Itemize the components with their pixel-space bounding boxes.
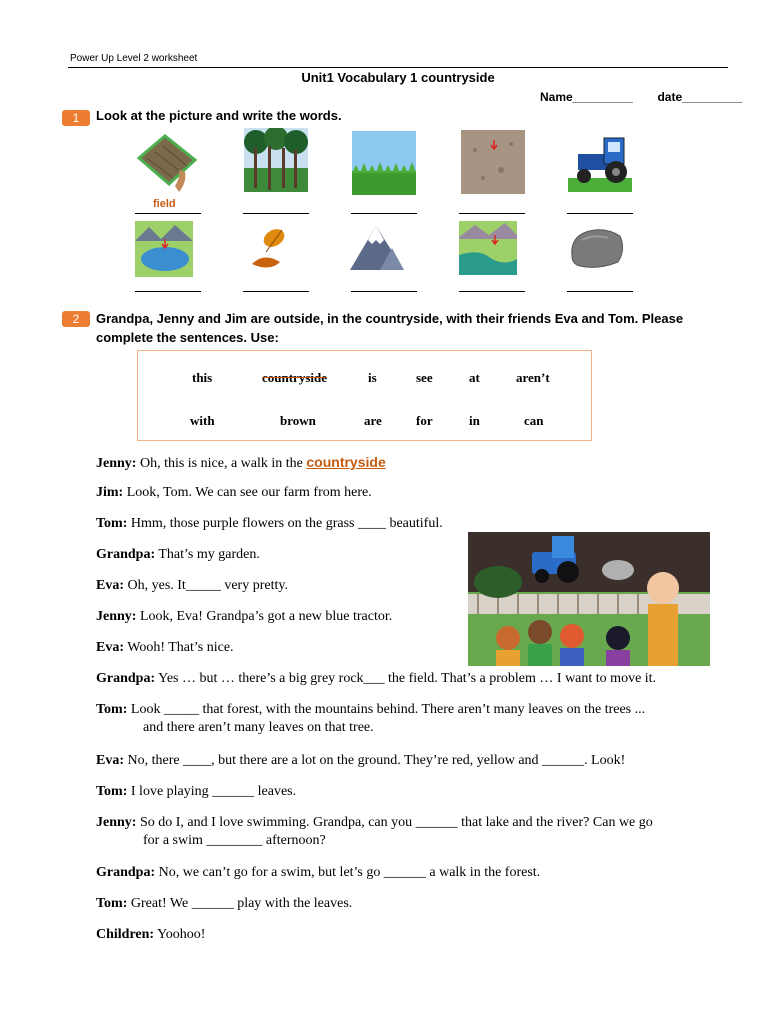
word-bank-word-crossed: countryside — [262, 370, 327, 385]
answer-blank[interactable] — [567, 213, 633, 214]
rock-picture — [568, 226, 626, 270]
answer-blank[interactable] — [243, 291, 309, 292]
exercise-1-instruction: Look at the picture and write the words. — [96, 108, 342, 123]
name-field[interactable]: Name_________ — [540, 90, 633, 104]
farm-scene-illustration — [468, 532, 710, 666]
dialog-text: That’s my garden. — [155, 547, 260, 562]
speaker: Tom: — [96, 896, 128, 911]
answer-blank[interactable] — [351, 213, 417, 214]
answer-blank[interactable] — [351, 291, 417, 292]
word-bank-word: can — [524, 413, 544, 428]
speaker: Tom: — [96, 702, 128, 717]
dialog-line — [96, 453, 386, 473]
word-bank-word: is — [368, 370, 377, 385]
speaker: Tom: — [96, 784, 128, 799]
word-bank-word: with — [190, 413, 215, 428]
example-answer-countryside: countryside — [306, 454, 386, 470]
dialog-text: No, there ____, but there are a lot on the ground. They’re red, yellow and ______. Look! — [124, 753, 626, 768]
exercise-2-instruction — [96, 309, 683, 347]
dialog-line — [96, 608, 392, 626]
dialog-text-continued: and there aren’t many leaves on that tree. — [143, 720, 374, 735]
answer-blank[interactable] — [567, 291, 633, 292]
speaker: Jenny: — [96, 609, 137, 624]
dialog-line — [96, 577, 288, 595]
dialog-text: Look _____ that forest, with the mountains behind. There aren’t many leaves on the trees ... — [127, 702, 646, 717]
dialog-line — [96, 484, 372, 502]
dialog-line — [96, 895, 352, 913]
dialog-text: Look, Tom. We can see our farm from here. — [123, 485, 372, 500]
speaker: Jenny: — [96, 456, 137, 471]
grass-picture — [352, 131, 416, 195]
answer-blank[interactable] — [459, 291, 525, 292]
tractor-picture — [568, 130, 632, 194]
dialog-line — [96, 515, 443, 533]
dialog-line — [96, 752, 625, 770]
speaker: Eva: — [96, 578, 124, 593]
speaker: Grandpa: — [96, 865, 156, 880]
dialog-line — [96, 783, 296, 801]
speaker: Eva: — [96, 640, 124, 655]
answer-blank[interactable] — [135, 213, 201, 214]
dialog-text: Yoohoo! — [154, 927, 206, 942]
instruction-line-2: complete the sentences. Use: — [96, 330, 279, 345]
dialog-text: No, we can’t go for a swim, but let’s go ______ a walk in the forest. — [155, 865, 541, 880]
dialog-text: Look, Eva! Grandpa’s got a new blue tractor. — [136, 609, 393, 624]
speaker: Jenny: — [96, 815, 137, 830]
instruction-line-1: Grandpa, Jenny and Jim are outside, in the countryside, with their friends Eva and Tom. Please — [96, 311, 684, 326]
exercise-1-badge: 1 — [62, 110, 90, 126]
dialog-text: Oh, yes. It_____ very pretty. — [124, 578, 288, 593]
word-bank-word: in — [469, 413, 480, 428]
word-bank-word: aren’t — [516, 370, 550, 385]
dialog-text-continued: for a swim ________ afternoon? — [143, 833, 326, 848]
header-rule — [68, 67, 728, 68]
field-picture — [135, 130, 199, 194]
dialog-text: Wooh! That’s nice. — [124, 640, 234, 655]
mountain-picture — [350, 222, 404, 272]
dialog-text: Oh, this is nice, a walk in the — [136, 456, 307, 471]
speaker: Children: — [96, 927, 155, 942]
answer-blank[interactable] — [243, 213, 309, 214]
dialog-line — [96, 701, 645, 737]
page-title: Unit1 Vocabulary 1 countryside — [301, 70, 495, 85]
dialog-text: Hmm, those purple flowers on the grass ____ beautiful. — [127, 516, 443, 531]
word-bank-word: brown — [280, 413, 316, 428]
dialog-line — [96, 864, 540, 882]
dialog-text: I love playing ______ leaves. — [127, 784, 297, 799]
name-date-line — [540, 90, 742, 104]
speaker: Grandpa: — [96, 671, 156, 686]
speaker: Tom: — [96, 516, 128, 531]
dialog-text: Great! We ______ play with the leaves. — [127, 896, 353, 911]
word-bank-word: this — [192, 370, 213, 385]
word-bank-word: at — [469, 370, 480, 385]
dialog-line — [96, 926, 205, 944]
dialog-line — [96, 670, 656, 688]
dialog-text: Yes … but … there’s a big grey rock___ the field. That’s a problem … I want to move it. — [155, 671, 657, 686]
word-bank-word: for — [416, 413, 433, 428]
speaker: Grandpa: — [96, 547, 156, 562]
answer-blank[interactable] — [459, 213, 525, 214]
dialog-text: So do I, and I love swimming. Grandpa, can you ______ that lake and the river? Can we go — [136, 815, 653, 830]
leaves-picture — [246, 222, 288, 272]
answer-blank[interactable] — [135, 291, 201, 292]
river-picture — [459, 221, 517, 275]
dialog-line — [96, 639, 234, 657]
forest-picture — [244, 128, 308, 192]
lake-picture — [135, 221, 193, 277]
word-bank-word: see — [416, 370, 433, 385]
example-answer-field: field — [153, 198, 176, 210]
dialog-line — [96, 814, 653, 850]
speaker: Jim: — [96, 485, 124, 500]
worksheet-series: Power Up Level 2 worksheet — [70, 53, 198, 64]
dialog-line — [96, 546, 260, 564]
date-field[interactable]: date_________ — [657, 90, 743, 104]
speaker: Eva: — [96, 753, 124, 768]
word-bank-word: are — [364, 413, 382, 428]
exercise-2-badge: 2 — [62, 311, 90, 327]
ground-picture — [461, 130, 525, 194]
